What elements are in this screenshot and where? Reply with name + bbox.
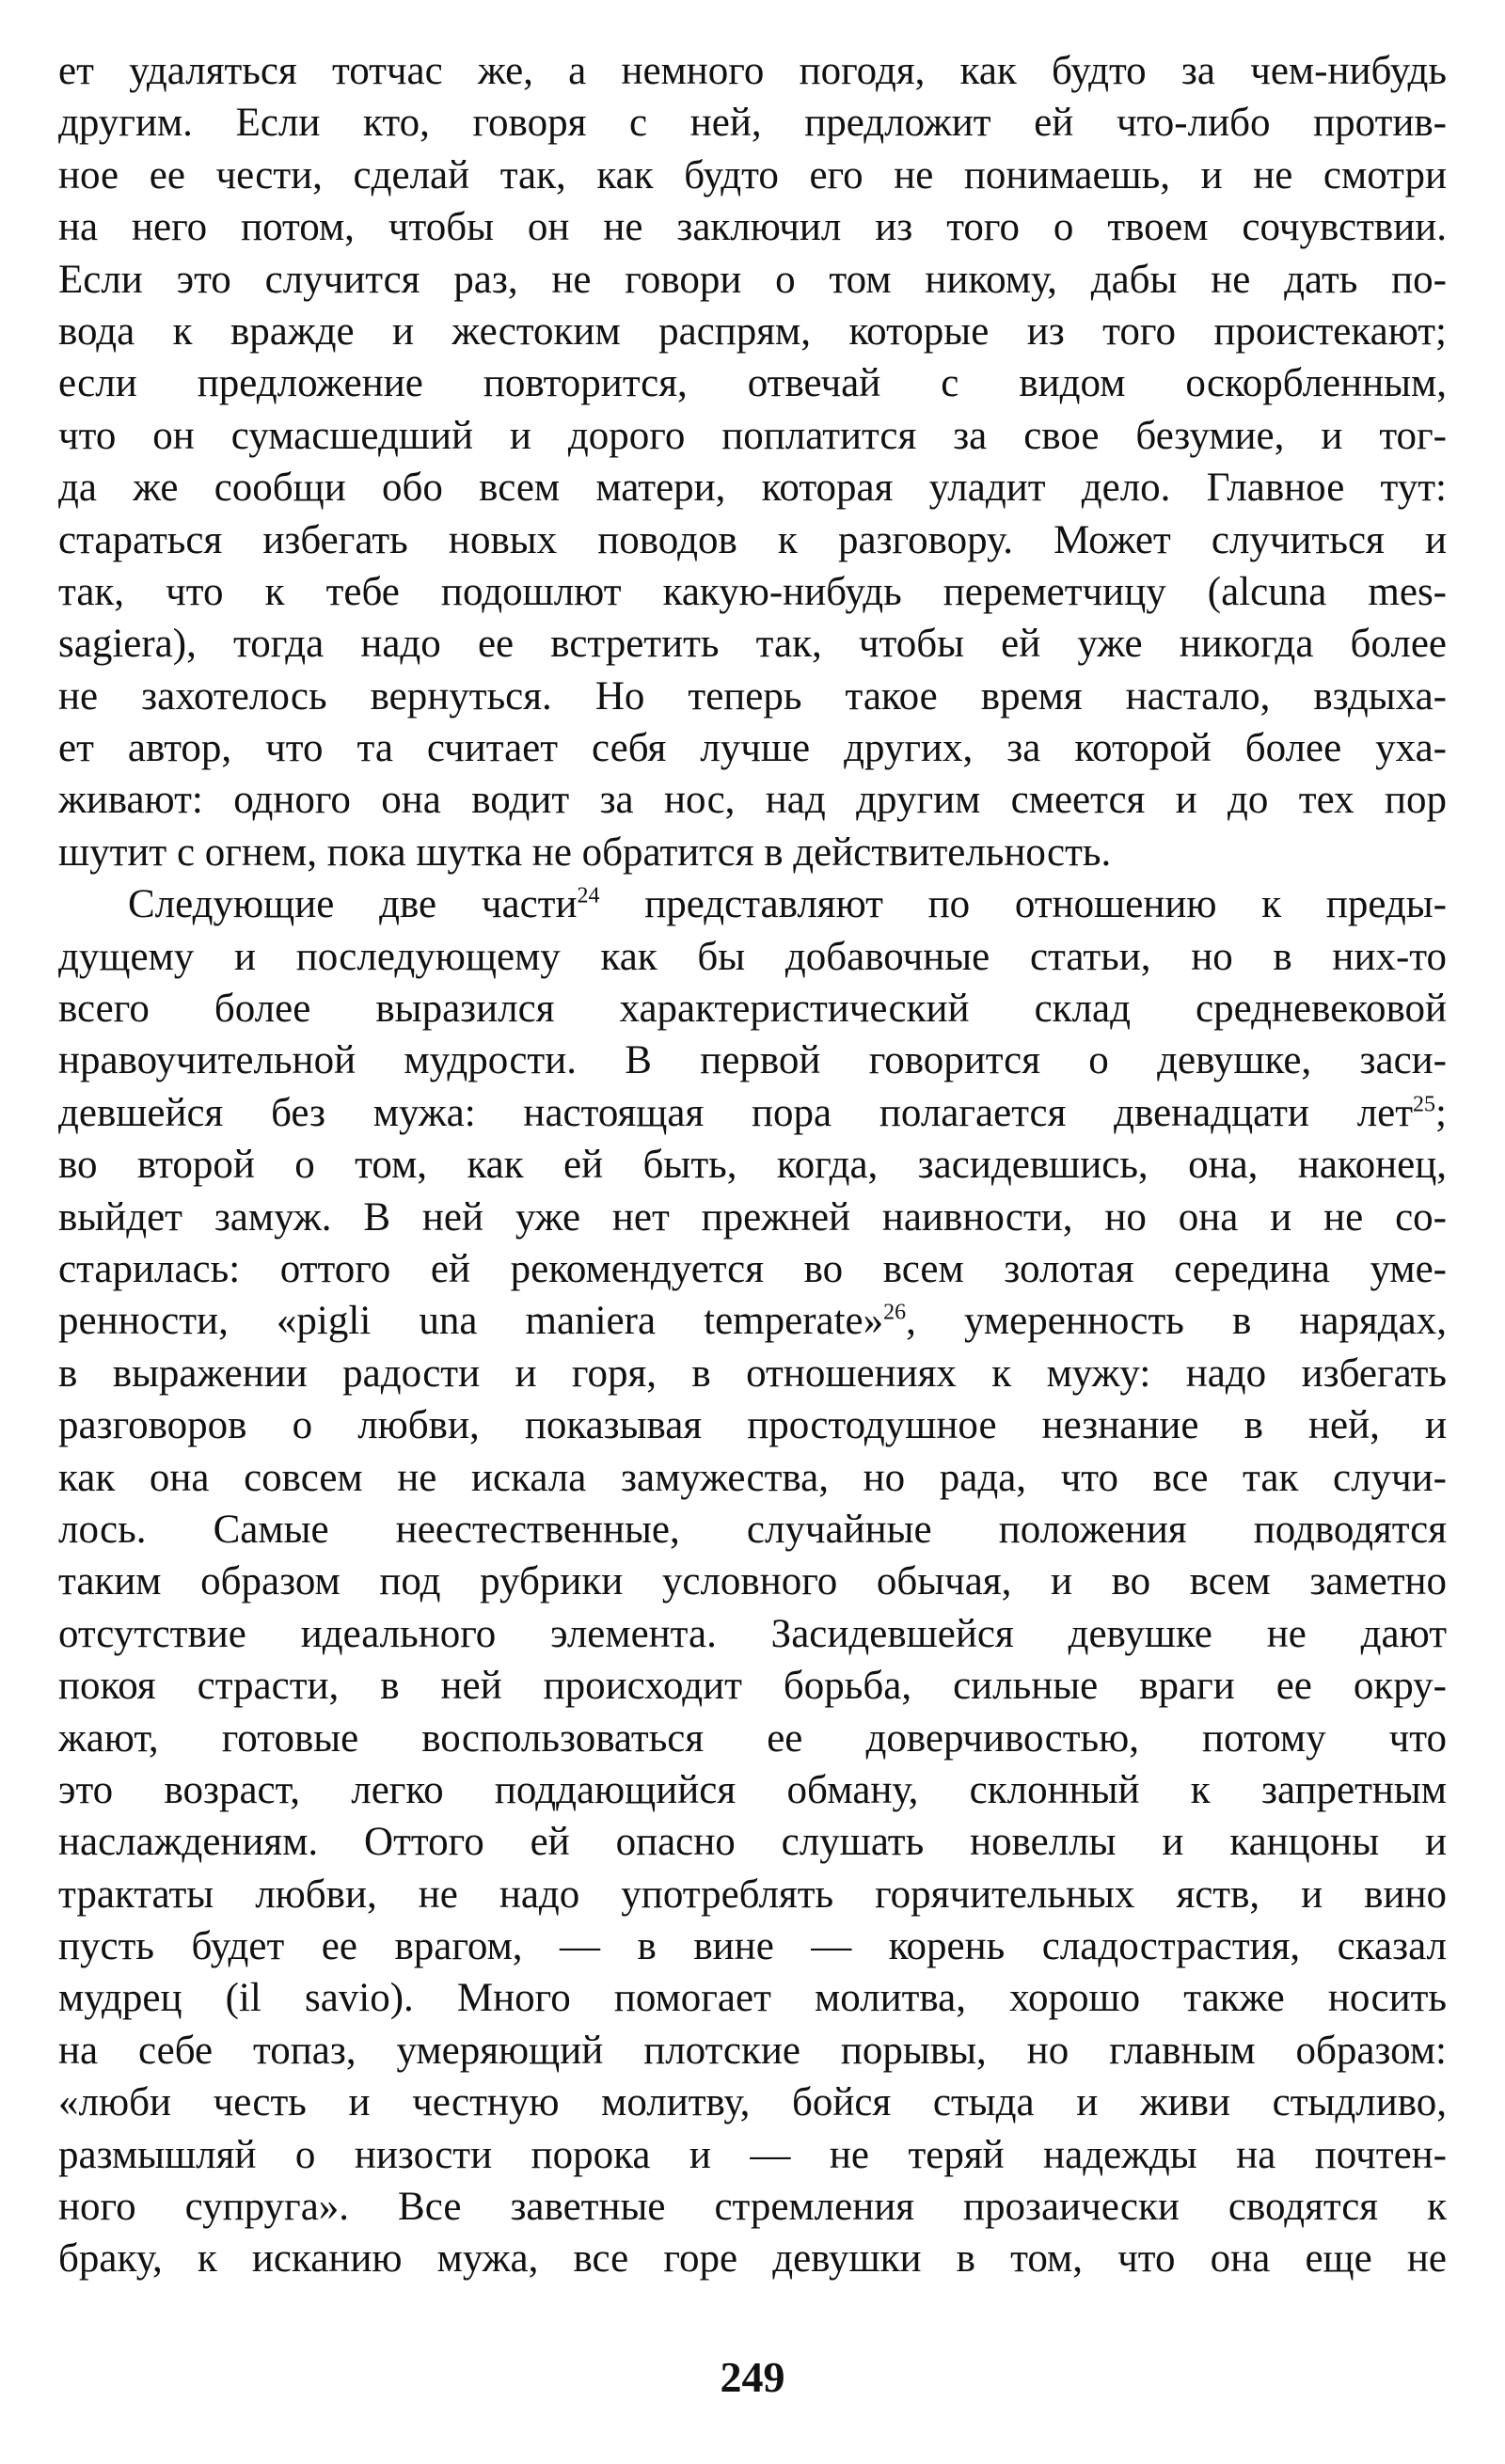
text-line: во второй о том, как ей быть, когда, засидевшись, она, наконец, bbox=[58, 1143, 1447, 1188]
text-line: шутит с огнем, пока шутка не обратится в действительность. bbox=[58, 829, 1112, 875]
text-line: выйдет замуж. В ней уже нет прежней наивности, но она и не со- bbox=[58, 1194, 1447, 1240]
text-line bbox=[58, 1295, 1447, 1347]
text-line: нравоучительной мудрости. В первой говорится о девушке, заси- bbox=[58, 1038, 1447, 1083]
page-number: 249 bbox=[720, 2353, 785, 2401]
footnote-ref: 24 bbox=[577, 883, 600, 908]
text-line: стараться избегать новых поводов к разговору. Может случиться и bbox=[58, 517, 1447, 562]
text-line: покоя страсти, в ней происходит борьба, сильные враги ее окру- bbox=[58, 1664, 1447, 1709]
footnote-ref: 26 bbox=[883, 1301, 907, 1326]
text-line: как она совсем не искала замужества, но рада, что все так случи- bbox=[58, 1455, 1447, 1500]
text-segment: представляют по отношению к преды- bbox=[599, 882, 1447, 927]
text-line: ного супруга». Все заветные стремления прозаически сводятся к bbox=[58, 2185, 1447, 2230]
text-line: таким образом под рубрики условного обычая, и во всем заметно bbox=[58, 1559, 1447, 1604]
text-line: ет удаляться тотчас же, а немного погодя, как будто за чем-нибудь bbox=[58, 49, 1447, 93]
text-segment: , умеренность в нарядах, bbox=[906, 1299, 1447, 1344]
text-line: старилась: оттого ей рекомендуется во всем золотая середина уме- bbox=[58, 1246, 1447, 1291]
text-segment: ренности, «pigli una maniera temperate» bbox=[58, 1299, 884, 1344]
text-segment: ; bbox=[1435, 1090, 1447, 1135]
text-segment: Следующие две части bbox=[128, 882, 578, 927]
text-line: это возраст, легко поддающийся обману, склонный к запретным bbox=[58, 1767, 1447, 1812]
text-line: трактаты любви, не надо употреблять горячительных яств, и вино bbox=[58, 1872, 1447, 1917]
text-line: так, что к тебе подошлют какую-нибудь переметчицу (alcuna mes- bbox=[58, 569, 1447, 614]
text-line: на него потом, чтобы он не заключил из того о твоем сочувствии. bbox=[58, 205, 1447, 250]
text-line: браку, к исканию мужа, все горе девушки в том, что она еще не bbox=[58, 2236, 1447, 2282]
text-line: не захотелось вернуться. Но теперь такое время настало, вздыха- bbox=[58, 673, 1447, 719]
text-line: на себе топаз, умеряющий плотские порывы, но главным образом: bbox=[58, 2028, 1447, 2073]
text-line bbox=[58, 1087, 1447, 1139]
text-line: Если это случится раз, не говори о том никому, дабы не дать по- bbox=[58, 257, 1447, 302]
text-line: если предложение повторится, отвечай с видом оскорбленным, bbox=[58, 361, 1447, 406]
text-line: разговоров о любви, показывая простодушное незнание в ней, и bbox=[58, 1403, 1447, 1448]
text-line: лось. Самые неестественные, случайные положения подводятся bbox=[58, 1507, 1447, 1552]
text-line: sagiera), тогда надо ее встретить так, чтобы ей уже никогда более bbox=[58, 622, 1447, 667]
text-line: живают: одного она водит за нос, над другим смеется и до тех пор bbox=[58, 778, 1447, 823]
text-line: вода к вражде и жестоким распрям, которые из того проистекают; bbox=[58, 308, 1447, 354]
text-line: наслаждениям. Оттого ей опасно слушать новеллы и канцоны и bbox=[58, 1820, 1447, 1865]
text-line: другим. Если кто, говоря с ней, предложит ей что-либо против- bbox=[58, 101, 1447, 146]
text-line: ное ее чести, сделай так, как будто его не понимаешь, и не смотри bbox=[58, 152, 1447, 197]
text-line: «люби честь и честную молитву, бойся стыда и живи стыдливо, bbox=[58, 2080, 1447, 2125]
text-line: отсутствие идеального элемента. Засидевшейся девушке не дают bbox=[58, 1611, 1447, 1656]
text-line: мудрец (il savio). Много помогает молитва, хорошо также носить bbox=[58, 1976, 1447, 2021]
text-segment: девшейся без мужа: настоящая пора полагается двенадцати лет bbox=[58, 1090, 1414, 1135]
text-line: в выражении радости и горя, в отношениях к мужу: надо избегать bbox=[58, 1350, 1447, 1396]
body-text bbox=[58, 45, 1447, 2285]
footnote-ref: 25 bbox=[1413, 1092, 1436, 1117]
text-line: жают, готовые воспользоваться ее доверчивостью, потому что bbox=[58, 1715, 1447, 1761]
text-line: что он сумасшедший и дорого поплатится за свое безумие, и тог- bbox=[58, 413, 1447, 458]
text-line bbox=[58, 878, 1447, 930]
text-line: пусть будет ее врагом, — в вине — корень сладострастия, сказал bbox=[58, 1924, 1447, 1969]
text-line: ет автор, что та считает себя лучше других, за которой более уха- bbox=[58, 726, 1447, 771]
text-line: всего более выразился характеристический склад средневековой bbox=[58, 987, 1447, 1032]
paragraph-2 bbox=[58, 878, 1447, 2285]
text-line: размышляй о низости порока и — не теряй надежды на почтен- bbox=[58, 2132, 1447, 2177]
text-line: да же сообщи обо всем матери, которая уладит дело. Главное тут: bbox=[58, 466, 1447, 511]
paragraph-1 bbox=[58, 45, 1447, 878]
text-line: дущему и последующему как бы добавочные статьи, но в них-то bbox=[58, 934, 1447, 979]
